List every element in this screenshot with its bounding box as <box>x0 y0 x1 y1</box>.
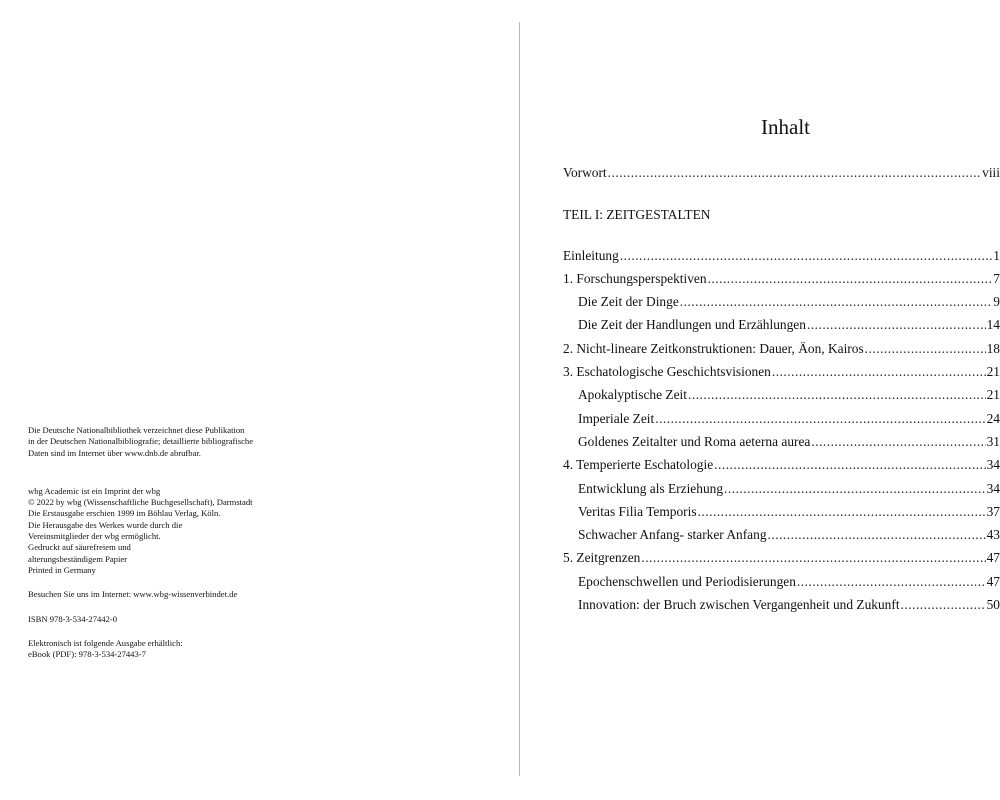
toc-entry-label: Die Zeit der Dinge <box>578 294 679 310</box>
toc-entry-label: Veritas Filia Temporis <box>578 503 697 519</box>
toc-subentry[interactable] <box>563 290 1000 313</box>
table-of-contents <box>563 114 1000 616</box>
imprint-line: Die Herausgabe des Werkes wurde durch die <box>28 519 183 530</box>
toc-subentry[interactable] <box>563 430 1000 453</box>
dot-leader <box>608 161 981 184</box>
dot-leader <box>811 430 985 453</box>
toc-subentry[interactable] <box>563 500 1000 523</box>
toc-entry-label: Imperiale Zeit <box>578 410 655 426</box>
dot-leader <box>688 383 986 406</box>
toc-page-number: 43 <box>986 527 1000 543</box>
toc-entry-label: Innovation: der Bruch zwischen Vergangenheit und Zukunft <box>578 597 900 613</box>
dot-leader <box>901 593 986 616</box>
toc-page-number: 21 <box>986 387 1000 403</box>
toc-entry-label: Schwacher Anfang- starker Anfang <box>578 527 767 543</box>
toc-entry[interactable] <box>563 453 1000 476</box>
toc-entry-label: 1. Forschungsperspektiven <box>563 270 707 286</box>
dot-leader <box>655 407 985 430</box>
dot-leader <box>865 337 986 360</box>
toc-entry-label: Vorwort <box>563 165 607 180</box>
imprint-line: Daten sind im Internet über www.dnb.de abrufbar. <box>28 447 201 458</box>
dot-leader <box>620 244 993 267</box>
bibliographic-info <box>28 425 348 459</box>
toc-entry[interactable] <box>563 337 1000 360</box>
toc-subentry[interactable] <box>563 313 1000 336</box>
toc-page-number: 47 <box>986 550 1000 566</box>
dot-leader <box>698 500 986 523</box>
toc-entry-label: Goldenes Zeitalter und Roma aeterna aurea <box>578 433 811 449</box>
imprint-line: Gedruckt auf säurefreiem und <box>28 542 131 553</box>
toc-page-number: 50 <box>986 597 1000 613</box>
toc-entry[interactable] <box>563 244 1000 267</box>
website-line: Besuchen Sie uns im Internet: www.wbg-wissenverbindet.de <box>28 589 238 600</box>
toc-page-number: 37 <box>986 503 1000 519</box>
toc-entry[interactable] <box>563 360 1000 383</box>
publisher-info <box>28 486 348 576</box>
dot-leader <box>708 267 993 290</box>
toc-entry-label: 3. Eschatologische Geschichtsvisionen <box>563 364 771 380</box>
dot-leader <box>772 360 986 383</box>
toc-title: Inhalt <box>761 115 810 139</box>
toc-page-number: 34 <box>986 457 1000 473</box>
dot-leader <box>724 477 986 500</box>
dot-leader <box>641 546 985 569</box>
imprint-line: Die Deutsche Nationalbibliothek verzeichnet diese Publikation <box>28 425 245 435</box>
toc-subentry[interactable] <box>563 407 1000 430</box>
toc-page-number: 47 <box>986 573 1000 589</box>
imprint-line: Die Erstausgabe erschien 1999 im Böhlau Verlag, Köln. <box>28 508 221 519</box>
toc-entry-label: 5. Zeitgrenzen <box>563 550 641 566</box>
toc-entry-label: Die Zeit der Handlungen und Erzählungen <box>578 317 806 333</box>
ebook-info <box>28 638 348 661</box>
toc-entry-label: Epochenschwellen und Periodisierungen <box>578 573 796 589</box>
imprint-line: wbg Academic ist ein Imprint der wbg <box>28 485 161 496</box>
toc-page-number: 31 <box>986 433 1000 449</box>
imprint-line: Vereinsmitglieder der wbg ermöglicht. <box>28 531 161 542</box>
toc-entry-label: 4. Temperierte Eschatologie <box>563 457 714 473</box>
page-gutter-divider <box>519 22 520 776</box>
isbn-line: ISBN 978-3-534-27442-0 <box>28 613 118 624</box>
toc-subentry[interactable] <box>563 593 1000 616</box>
imprint-page <box>28 425 348 660</box>
toc-page-number: 7 <box>993 270 1000 286</box>
isbn-info <box>28 614 348 625</box>
toc-entry-label: Einleitung <box>563 247 619 263</box>
imprint-line: alterungsbeständigem Papier <box>28 553 128 564</box>
website-info <box>28 589 348 600</box>
toc-page-number: 14 <box>986 317 1000 333</box>
toc-entry-label: Apokalyptische Zeit <box>578 387 687 403</box>
toc-entry-preface[interactable] <box>563 161 1000 184</box>
toc-entry-label: Entwicklung als Erziehung <box>578 480 724 496</box>
toc-page-number: 34 <box>986 480 1000 496</box>
imprint-line: Printed in Germany <box>28 564 96 575</box>
toc-subentry[interactable] <box>563 383 1000 406</box>
imprint-line: © 2022 by wbg (Wissenschaftliche Buchgesellschaft), Darmstadt <box>28 497 253 508</box>
toc-page-number: 1 <box>993 247 1000 263</box>
dot-leader <box>797 570 986 593</box>
toc-subentry[interactable] <box>563 523 1000 546</box>
imprint-line: Elektronisch ist folgende Ausgabe erhältlich: <box>28 637 183 648</box>
dot-leader <box>807 313 986 336</box>
toc-page-number: 9 <box>993 294 1000 310</box>
toc-subentry[interactable] <box>563 477 1000 500</box>
imprint-line: in der Deutschen Nationalbibliografie; detaillierte bibliografische <box>28 436 254 447</box>
dot-leader <box>714 453 985 476</box>
toc-page-number: viii <box>982 165 1000 180</box>
toc-page-number: 18 <box>986 340 1000 356</box>
part-heading: TEIL I: ZEITGESTALTEN <box>563 207 711 223</box>
toc-entry[interactable] <box>563 267 1000 290</box>
toc-entry-label: 2. Nicht-lineare Zeitkonstruktionen: Dauer, Äon, Kairos <box>563 340 864 356</box>
imprint-line: eBook (PDF): 978-3-534-27443-7 <box>28 649 146 660</box>
dot-leader <box>768 523 986 546</box>
toc-page-number: 21 <box>986 364 1000 380</box>
toc-page-number: 24 <box>986 410 1000 426</box>
toc-entry[interactable] <box>563 546 1000 569</box>
toc-subentry[interactable] <box>563 570 1000 593</box>
dot-leader <box>680 290 993 313</box>
